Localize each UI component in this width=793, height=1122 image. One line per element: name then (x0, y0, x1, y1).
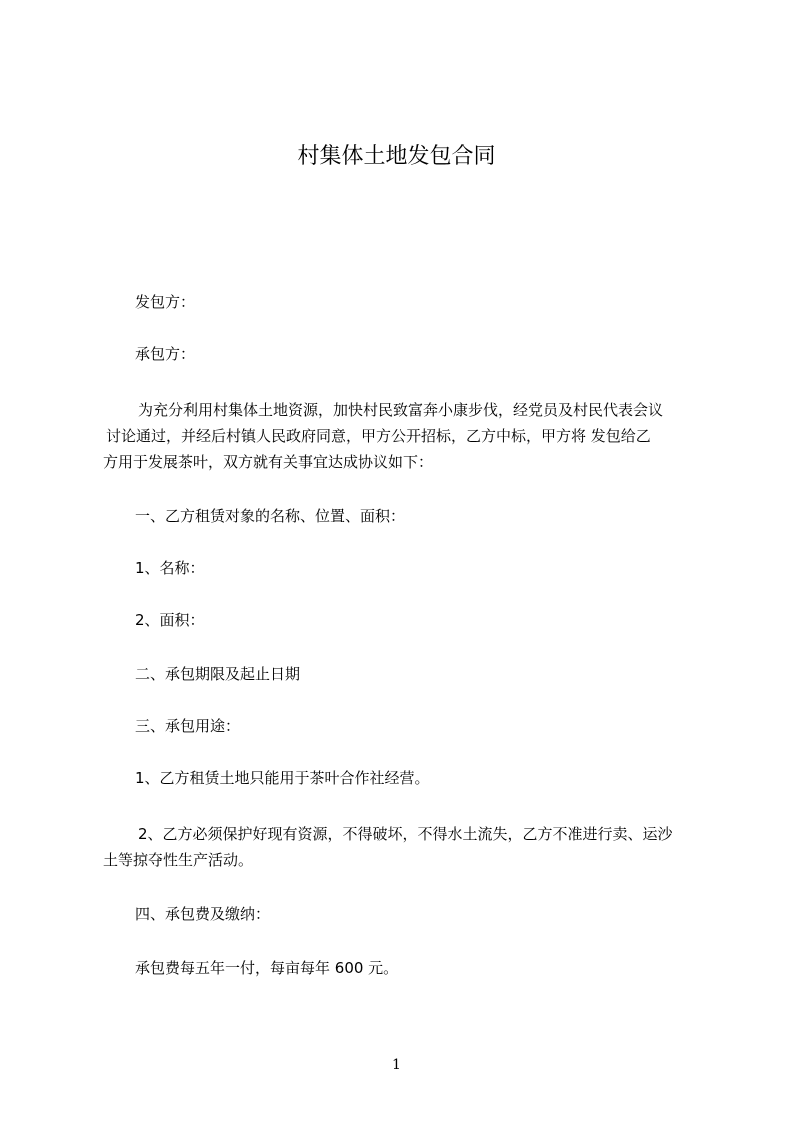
section-heading: 二、承包期限及起止日期 (135, 665, 301, 683)
intro-line: 为充分利用村集体土地资源，加快村民致富奔小康步伐，经党员及村民代表会议 (138, 401, 664, 419)
section-item: 2、面积： (135, 611, 205, 629)
section-text: 承包费每五年一付，每亩每年 600 元。 (135, 959, 399, 977)
contractor-field: 承包方： (135, 345, 196, 363)
section-item: 2、乙方必须保护好现有资源，不得破坏，不得水土流失，乙方不准进行卖、运沙 (138, 825, 673, 843)
section-item: 1、乙方租赁土地只能用于茶叶合作社经营。 (135, 769, 430, 787)
section-heading: 一、乙方租赁对象的名称、位置、面积： (135, 507, 406, 525)
issuer-field: 发包方： (135, 293, 196, 311)
intro-line: 方用于发展茶叶，双方就有关事宜达成协议如下： (103, 453, 434, 471)
section-heading: 四、承包费及缴纳： (135, 905, 271, 923)
document-title: 村集体土地发包合同 (297, 144, 496, 169)
section-item: 1、名称： (135, 559, 205, 577)
intro-line: 讨论通过，并经后村镇人民政府同意，甲方公开招标，乙方中标，甲方将 发包给乙 (106, 427, 651, 445)
page-number: 1 (392, 1057, 401, 1073)
section-heading: 三、承包用途： (135, 717, 241, 735)
section-item: 土等掠夺性生产活动。 (103, 851, 254, 869)
